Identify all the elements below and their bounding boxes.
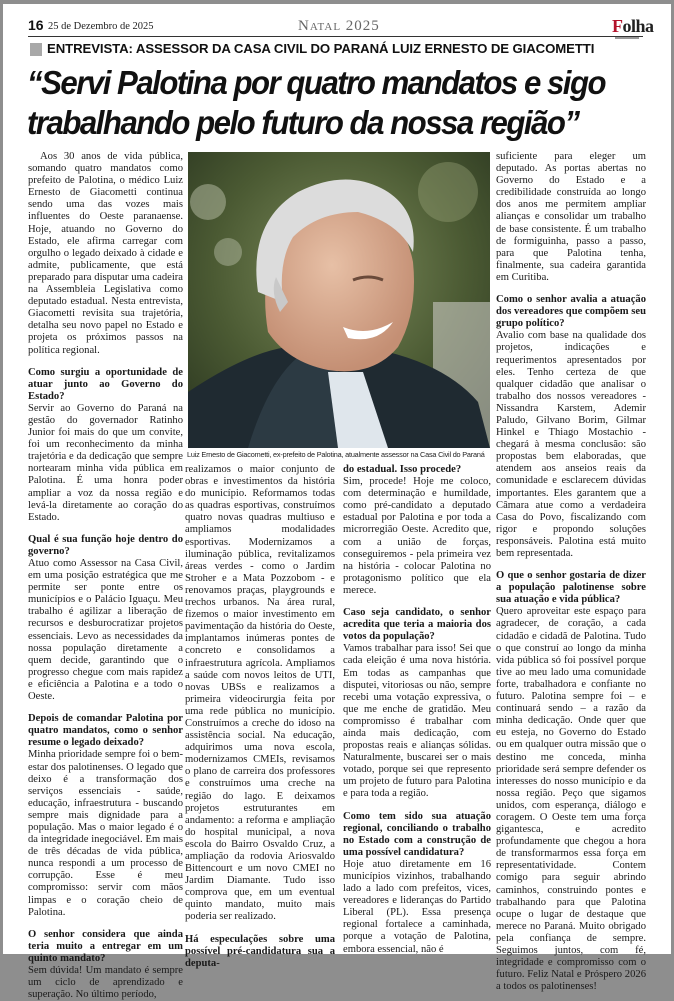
folha-logo — [612, 16, 654, 37]
question-3: Depois de comandar Palotina por quatro mandatos, como o senhor resume o legado deixado? — [28, 713, 183, 749]
logo-rest: olha — [622, 16, 654, 36]
kicker-box-icon — [30, 43, 42, 56]
article-column-3 — [343, 464, 491, 956]
publication-date: 25 de Dezembro de 2025 — [48, 21, 154, 32]
section-title: Natal 2025 — [298, 18, 380, 34]
question-1: Como surgiu a oportunidade de atuar junto ao Governo do Estado? — [28, 366, 183, 402]
answer-9: Quero aproveitar este espaço para agradecer, de coração, a cada cidadão e cidadã de Palotina. Tudo o que construí ao longo da minha vida pública só foi possível porque tive ao meu lado uma comunidade forte, trabalhadora e confiante no futuro. Palotina sempre foi – e continuará sendo – a razão da minha dedicação. Onde quer que eu esteja, no Governo do Estado ou em qualquer outra missão que o destino me conceda, minha prioridade será sempre defender os interesses do nosso município e da nossa região. Peço que sigamos unidos, com esperança, diálogo e coragem. O Oeste tem uma força gigantesca, e acredito profundamente que chegou a hora de transformarmos essa força em representatividade. Contem comigo para seguir abrindo caminhos, construindo pontes e trabalhando para que Palotina ocupe o lugar de destaque que merece no Paraná. Muito obrigado pela confiança de sempre. Seguimos juntos, com fé, integridade e compromisso com o futuro. Feliz Natal e Próspero 2026 a todos os palotinenses! — [496, 606, 646, 993]
answer-3: Minha prioridade sempre foi o bem-estar dos palotinenses. O legado que deixo é a transformação dos serviços essenciais - saúde, educação, infraestrutura - buscando sempre mais dignidade para a população. Mas o maior legado é o da integridade inegociável. Em mais de três décadas de vida pública, nunca respondi a um processo de corrupção. Esse é meu compromisso: servir com mãos limpas e o coração cheio de Palotina. — [28, 749, 183, 918]
question-5: Há especulações sobre uma possível pré-candidatura sua a deputa- — [185, 933, 335, 969]
kicker-text: ENTREVISTA: ASSESSOR DA CASA CIVIL DO PARANÁ LUIZ ERNESTO DE GIACOMETTI — [47, 41, 595, 56]
article-column-2 — [185, 464, 335, 970]
answer-6: Vamos trabalhar para isso! Sei que cada eleição é uma nova história. Em todas as campanhas que disputei, vitoriosas ou não, sempre recebi uma votação expressiva, o que me enche de gratidão. Meu compromisso é trabalhar com ainda mais dedicação, com propostas reais e alianças sólidas. Naturalmente, buscarei ser o mais votado, porque sei que represento um projeto de futuro para Palotina e para toda a região. — [343, 643, 491, 800]
photo-caption: Luiz Ernesto de Giacometti, ex-prefeito de Palotina, atualmente assessor na Casa Civil do Paraná — [187, 450, 485, 459]
article-column-4 — [496, 151, 646, 993]
logo-underline — [615, 37, 639, 39]
question-5-continued: do estadual. Isso procede? — [343, 464, 462, 475]
page-header — [28, 16, 643, 37]
question-7: Como tem sido sua atuação regional, conciliando o trabalho no Estado com a construção de uma possível candidatura? — [343, 810, 491, 858]
question-9: O que o senhor gostaria de dizer a população palotinense sobre sua atuação e vida pública? — [496, 570, 646, 606]
page-number: 16 — [28, 17, 44, 33]
question-8: Como o senhor avalia a atuação dos vereadores que compõem seu grupo político? — [496, 294, 646, 330]
answer-7-continued: suficiente para eleger um deputado. As portas abertas no Governo do Estado e a credibilidade construída ao longo dos anos me permitem ampliar alianças e consolidar um trabalho de base consistente. É um trabalho de formiguinha, passo a passo, para que Palotina tenha, finalmente, sua cadeira garantida em Curitiba. — [496, 151, 646, 283]
article-column-1 — [28, 151, 183, 1001]
headline — [27, 64, 622, 144]
question-4: O senhor considera que ainda teria muito a entregar em um quinto mandato? — [28, 928, 183, 964]
answer-4-continued: realizamos o maior conjunto de obras e investimentos da história do município. Reformamos todas as quadras esportivas, construímos quatro novas quadras multiuso e ampliamos modalidades esportivas. Modernizamos a iluminação pública, revitalizamos áreas verdes - como o Jardim Stroher e a Mata Pozzobom - e renovamos praças, playgrounds e trechos urbanos. Na área rural, fizemos o maior investimento em pavimentação da história do Oeste, implantamos inúmeras pontes de concreto e consolidamos a infraestrutura agrícola. Ampliamos a saúde com novos leitos de UTI, novas UBSs e realizamos a primeira videocirurgia feita por uma rede pública no município. Construímos a creche do idoso na assistência social. Na educação, adquirimos uma nova escola, modernizamos CMEIs, revisamos o plano de carreira dos professores e construímos uma creche na região do lago. E deixamos projetos estruturantes em andamento: a reforma e ampliação do hospital municipal, a nova escola do Bairro Osvaldo Cruz, a ampliação da rodovia Ariosvaldo Bittencourt e um novo CMEI no Jardim Diamante. Tudo isso comprova que, em um eventual quinto mandato, muito mais poderia ser realizado. — [185, 464, 335, 923]
logo-letter-f: F — [612, 16, 623, 36]
portrait-illustration — [188, 152, 490, 448]
question-2: Qual é sua função hoje dentro do governo? — [28, 533, 183, 557]
portrait-photo — [188, 152, 490, 448]
newspaper-page — [3, 4, 671, 1001]
question-6: Caso seja candidato, o senhor acredita que teria a maioria dos votos da população? — [343, 607, 491, 643]
answer-8: Avalio com base na qualidade dos projetos, indicações e requerimentos apresentados por eles. Tenho certeza de que qualquer cidadão que analisar o trabalho dos nossos vereadores - Nissandra Karstem, Ademir Paludo, Gilvano Borim, Gilmar Hinkel e Thiago Mostachio - chegará à mesma conclusão: são propostas bem elaboradas, que atendem aos anseios reais da comunidade e esclarecem dúvidas importantes. Eles garantem que a Câmara atue como a verdadeira Casa do Povo, fiscalizando com rigor e propondo soluções responsáveis. Palotina está muito bem representada. — [496, 330, 646, 559]
headline-line-2: trabalhando pelo futuro da nossa região” — [27, 105, 579, 142]
article-intro: Aos 30 anos de vida pública, somando quatro mandatos como prefeito de Palotina, o médico Luiz Ernesto de Giacometti continua sendo uma das vozes mais influentes do Oeste paranaense. Hoje, atuando no Governo do Estado, ele afirma carregar com orgulho o legado deixado à cidade e admite, publicamente, que está preparado para disputar uma cadeira na Assembleia Legislativa como deputado estadual. Nesta entrevista, Giacometti revisita sua trajetória, detalha seu novo papel no Estado e projeta os próximos passos na política regional. — [28, 151, 183, 356]
answer-7: Hoje atuo diretamente em 16 municípios vizinhos, trabalhando lado a lado com prefeitos, vices, vereadores e lideranças do Partido Liberal (PL). Essa presença regional fortalece a caminhada, porque a votação de Palotina, embora essencial, não é — [343, 858, 491, 955]
answer-5: Sim, procede! Hoje me coloco, com determinação e humildade, como pré-candidato a deputado estadual por Palotina e por toda a microrregião Oeste. Acredito que, com a união de forças, conseguiremos - pela primeira vez na história - colocar Palotina no protagonismo político que ela merece. — [343, 476, 491, 596]
answer-4: Sem dúvida! Um mandato é sempre um ciclo de aprendizado e superação. No último período, — [28, 965, 183, 1001]
answer-1: Servir ao Governo do Paraná na gestão do governador Ratinho Junior foi mais do que um convite, foi um reconhecimento da minha trajetória e da dedicação que sempre nortearam minha vida pública em Palotina. É uma honra poder ampliar a voz da nossa região e levá-la diretamente ao coração do Estado. — [28, 402, 183, 523]
answer-2: Atuo como Assessor na Casa Civil, em uma posição estratégica que me permite ser ponte entre os municípios e o Palácio Iguaçu. Meu trabalho é agilizar a liberação de recursos e desburocratizar projetos essenciais. Levo as necessidades da nossa população diretamente a quem decide, garantindo que o progresso chegue com mais rapidez e eficiência a Palotina e a todo o Oeste. — [28, 558, 183, 703]
headline-line-1: “Servi Palotina por quatro mandatos e sigo — [27, 65, 606, 102]
